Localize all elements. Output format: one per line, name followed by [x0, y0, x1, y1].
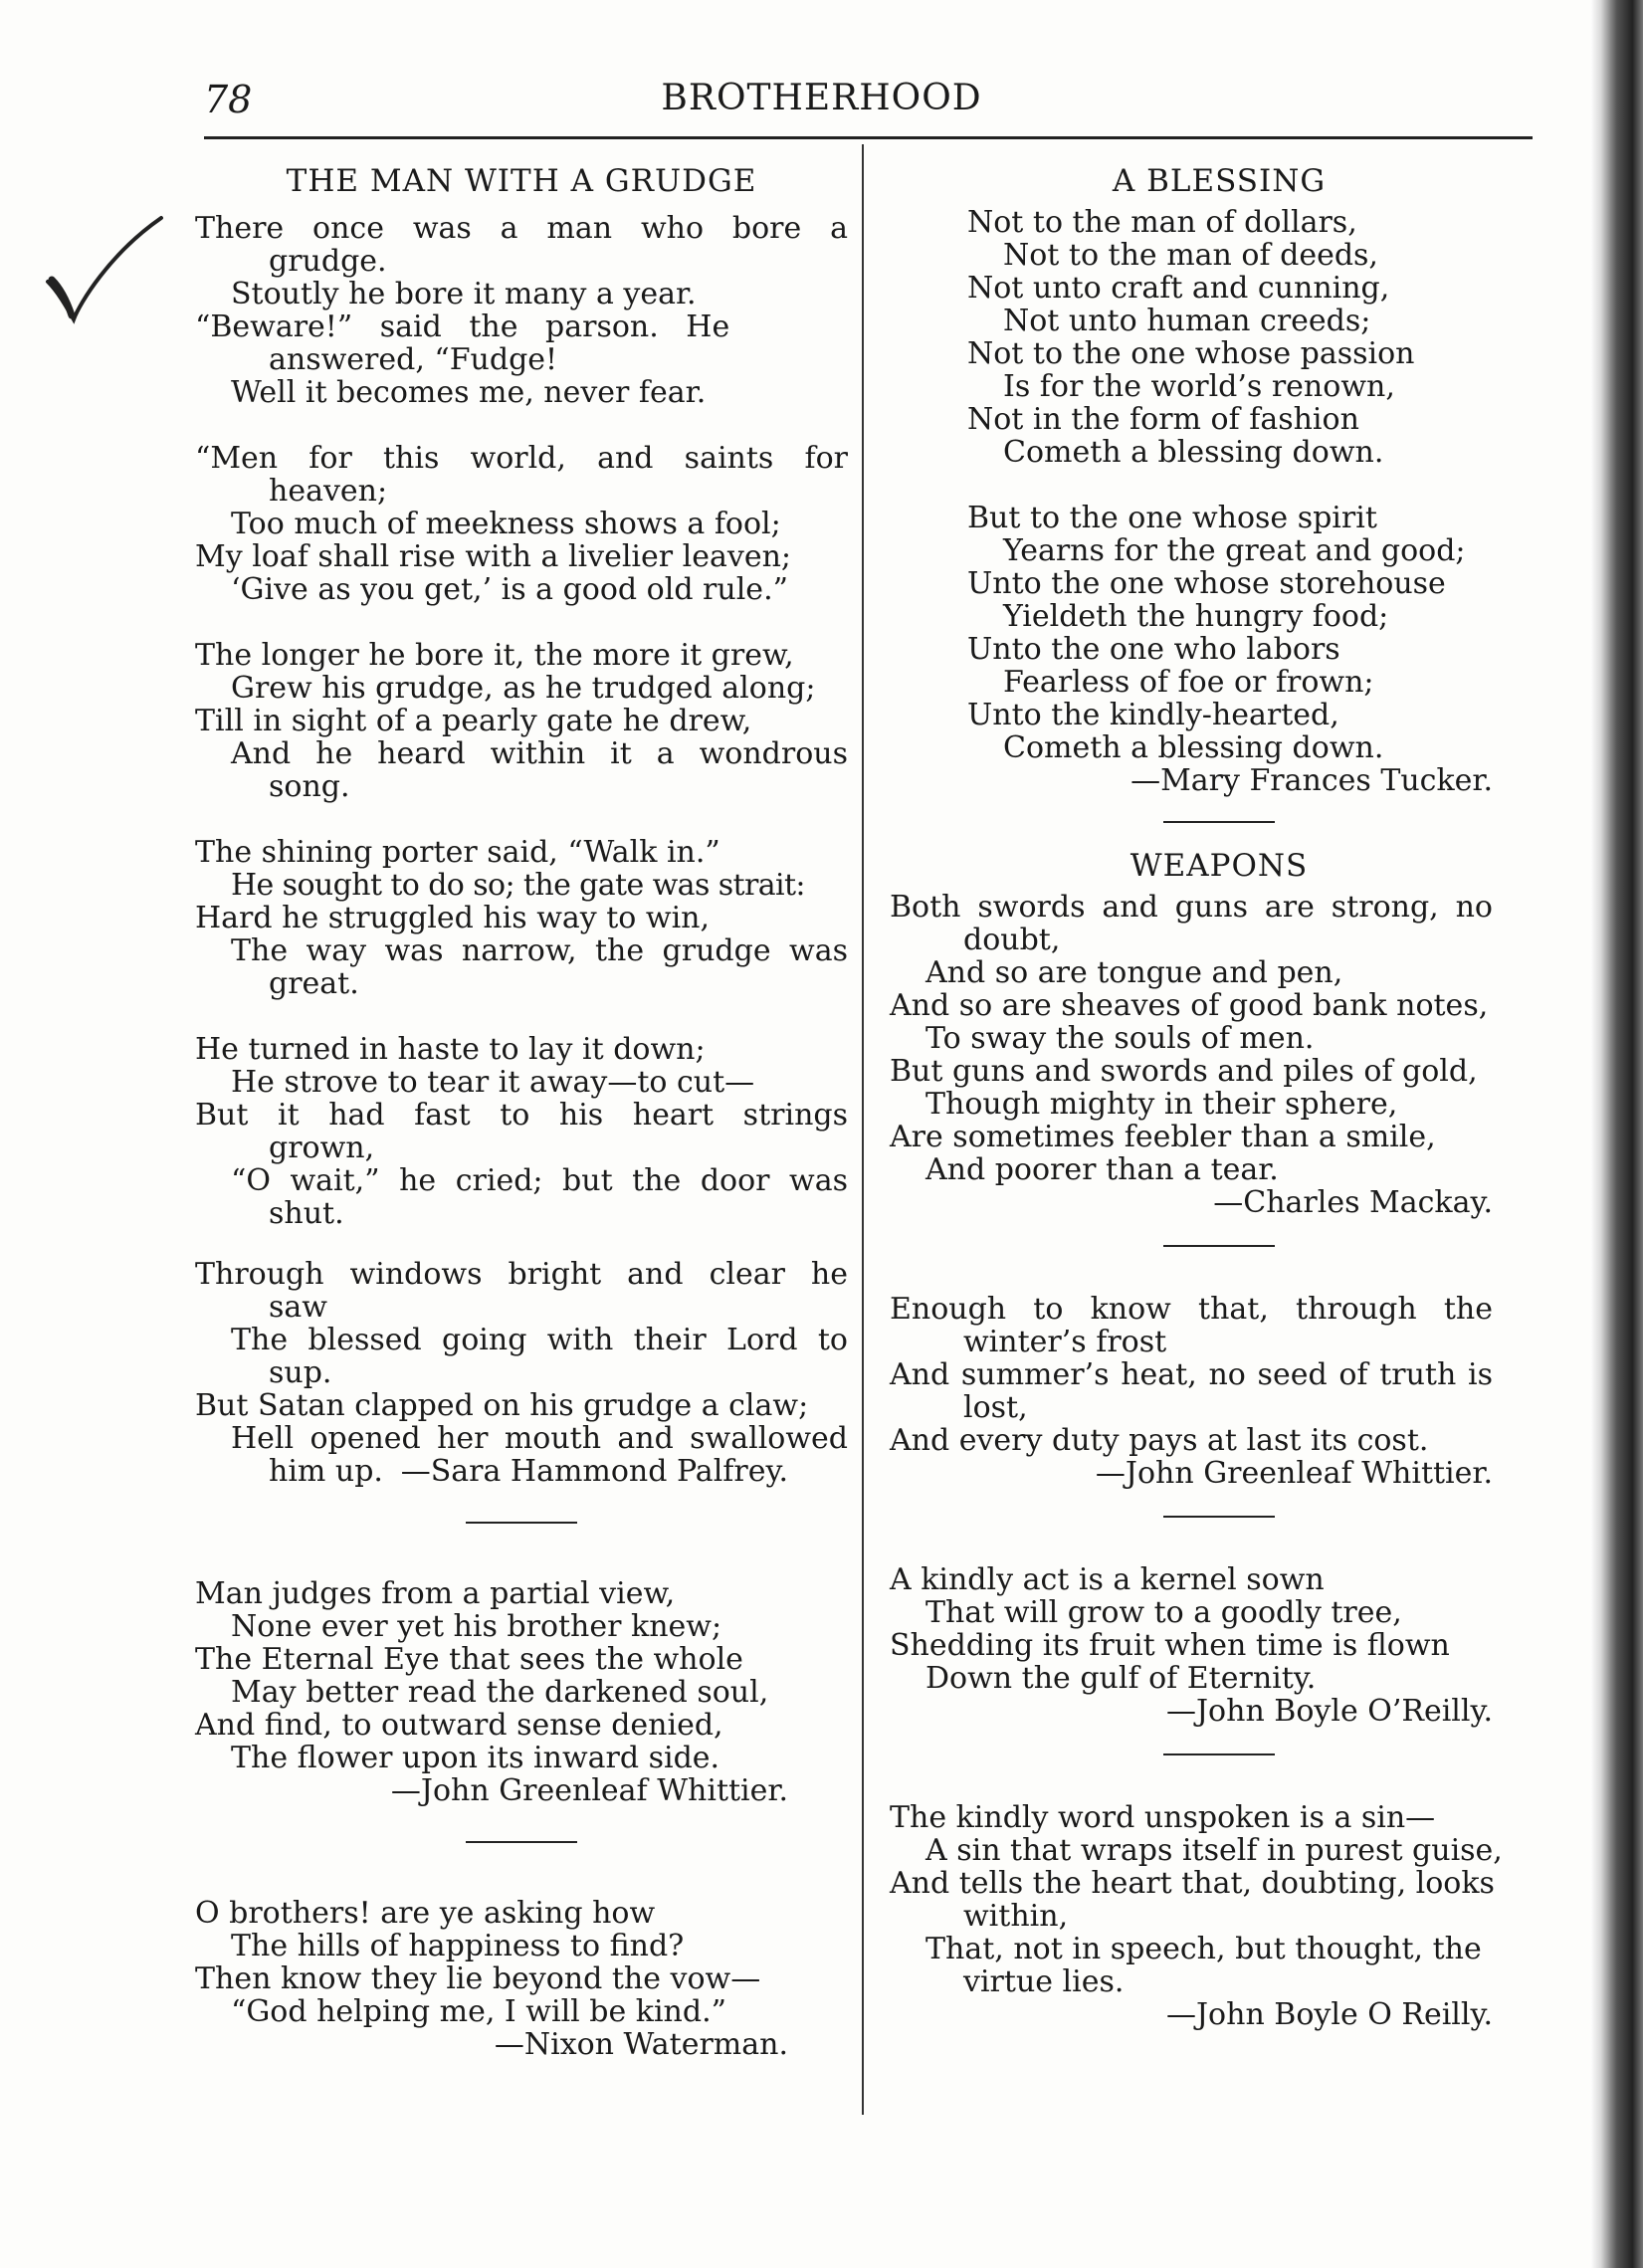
- page-edge-shadow: [1590, 0, 1643, 2268]
- running-title: BROTHERHOOD: [661, 78, 982, 118]
- poem-line: “O wait,” he cried; but the door was: [231, 1163, 848, 1198]
- stanza: [195, 1577, 848, 1774]
- stanza: [195, 1897, 848, 2028]
- poem-line: But to the one whose spirit: [967, 501, 1377, 535]
- header-rule: [204, 136, 1533, 139]
- poem-line: shut.: [269, 1196, 344, 1231]
- poem-line: Not to the man of dollars,: [967, 205, 1357, 240]
- poem-line: And every duty pays at last its cost.: [890, 1423, 1429, 1458]
- stanza: [890, 502, 1548, 764]
- poem-title: THE MAN WITH A GRUDGE: [286, 163, 757, 199]
- stanza: [195, 1033, 848, 1230]
- section-separator: [1163, 1245, 1275, 1247]
- poem-line: And so are tongue and pen,: [925, 955, 1343, 990]
- stanza: [195, 212, 848, 409]
- poem-line: Well it becomes me, never fear.: [231, 375, 707, 410]
- handwritten-checkmark-icon: [40, 214, 169, 333]
- poem-line: Down the gulf of Eternity.: [925, 1661, 1317, 1696]
- poem-line: And poorer than a tear.: [925, 1152, 1279, 1187]
- poem-line: Grew his grudge, as he trudged along;: [231, 671, 816, 706]
- poem-title: A BLESSING: [1112, 163, 1327, 199]
- poem-line: sup.: [269, 1355, 332, 1390]
- poem-line: Fearless of foe or frown;: [1003, 665, 1374, 700]
- poem-line: Not to the man of deeds,: [1003, 238, 1378, 273]
- section-separator: [1163, 821, 1275, 823]
- stanza: [890, 1563, 1548, 1695]
- poem-line: winter’s frost: [963, 1325, 1167, 1359]
- poem-line: That, not in speech, but thought, the: [925, 1932, 1482, 1966]
- poem-line: doubt,: [963, 923, 1061, 957]
- poem-line: Not unto human creeds;: [1003, 304, 1371, 338]
- column-divider: [862, 144, 864, 2115]
- poem-line: The flower upon its inward side.: [231, 1741, 720, 1775]
- poem-line: And he heard within it a wondrous: [231, 736, 848, 771]
- stanza: [890, 206, 1548, 469]
- poem-line: But it had fast to his heart strings: [195, 1098, 848, 1133]
- poem-line: That will grow to a goodly tree,: [925, 1595, 1402, 1630]
- poem-line: grown,: [269, 1131, 375, 1165]
- poem-line: None ever yet his brother knew;: [231, 1609, 722, 1644]
- poem-line: heaven;: [269, 474, 388, 509]
- poem-line: He sought to do so; the gate was strait:: [231, 868, 805, 903]
- poem-line: And find, to outward sense denied,: [195, 1708, 723, 1743]
- stanza: [890, 1801, 1548, 1998]
- poem-line: Though mighty in their sphere,: [925, 1087, 1398, 1122]
- poem-line: Not to the one whose passion: [967, 336, 1415, 371]
- poem-line: Stoutly he bore it many a year.: [231, 277, 697, 311]
- poem-line: The longer he bore it, the more it grew,: [195, 638, 794, 673]
- poem-line: Both swords and guns are strong, no: [890, 890, 1493, 925]
- poem-line: Too much of meekness shows a fool;: [231, 507, 781, 541]
- poem-author: —John Greenleaf Whittier.: [390, 1773, 788, 1808]
- poem-author: —Charles Mackay.: [1213, 1185, 1493, 1220]
- poem-line: virtue lies.: [963, 1964, 1125, 1999]
- poem-line: Then know they lie beyond the vow—: [195, 1961, 761, 1996]
- poem-line: He strove to tear it away—to cut—: [231, 1065, 755, 1100]
- poem-line: saw: [269, 1290, 327, 1325]
- poem-line: And summer’s heat, no seed of truth is: [890, 1357, 1493, 1392]
- poem-line: Not unto craft and cunning,: [967, 271, 1390, 306]
- poem-line: “God helping me, I will be kind.”: [231, 1994, 726, 2029]
- poem-line: But guns and swords and piles of gold,: [890, 1054, 1478, 1089]
- poem-line: Through windows bright and clear he: [195, 1257, 848, 1292]
- left-column: [195, 164, 848, 2095]
- section-separator: [466, 1522, 577, 1524]
- poem-line: lost,: [963, 1390, 1028, 1425]
- poem-author: —John Boyle O’Reilly.: [1166, 1694, 1493, 1729]
- poem-line: A sin that wraps itself in purest guise,: [925, 1833, 1503, 1868]
- poem-line: Not in the form of fashion: [967, 402, 1359, 437]
- poem-line: Unto the kindly-hearted,: [967, 698, 1339, 732]
- poem-line: within,: [963, 1899, 1069, 1934]
- section-separator: [466, 1841, 577, 1843]
- poem-line: Enough to know that, through the: [890, 1292, 1493, 1327]
- stanza: [195, 442, 848, 606]
- poem-line: A kindly act is a kernel sown: [890, 1562, 1325, 1597]
- poem-line: The Eternal Eye that sees the whole: [195, 1642, 743, 1677]
- poem-author: —Mary Frances Tucker.: [1130, 763, 1493, 798]
- poem-line: Man judges from a partial view,: [195, 1576, 676, 1611]
- right-column: [890, 164, 1548, 2031]
- poem-line: Cometh a blessing down.: [1003, 730, 1384, 765]
- poem-line: him up.: [269, 1454, 383, 1489]
- poem-line: And so are sheaves of good bank notes,: [890, 988, 1489, 1023]
- poem-author: —John Boyle O Reilly.: [1166, 1997, 1493, 2032]
- stanza: [890, 1293, 1548, 1457]
- page-number: 78: [204, 78, 253, 121]
- poem-line: The hills of happiness to find?: [231, 1929, 685, 1963]
- poem-line: Are sometimes feebler than a smile,: [890, 1120, 1436, 1154]
- poem-line: And tells the heart that, doubting, looks: [890, 1866, 1495, 1901]
- poem-line: “Beware!” said the parson. He: [195, 309, 730, 344]
- poem-line: Yearns for the great and good;: [1003, 533, 1466, 568]
- poem-line: O brothers! are ye asking how: [195, 1896, 656, 1931]
- section-separator: [1163, 1516, 1275, 1518]
- stanza: [890, 891, 1548, 1186]
- poem-line: song.: [269, 769, 350, 804]
- poem-line: Hell opened her mouth and swallowed: [231, 1421, 848, 1456]
- poem-line: My loaf shall rise with a livelier leaven;: [195, 539, 792, 574]
- poem-line: Is for the world’s renown,: [1003, 369, 1395, 404]
- poem-line: The way was narrow, the grudge was: [231, 933, 848, 968]
- poem-line: great.: [269, 966, 359, 1001]
- poem-line: But Satan clapped on his grudge a claw;: [195, 1388, 809, 1423]
- poem-author: —Nixon Waterman.: [494, 2027, 788, 2062]
- stanza: [195, 639, 848, 803]
- poem-line: The kindly word unspoken is a sin—: [890, 1800, 1436, 1835]
- poem-line: grudge.: [269, 244, 387, 279]
- poem-line: May better read the darkened soul,: [231, 1675, 769, 1710]
- poem-line: “Men for this world, and saints for: [195, 441, 848, 476]
- poem-line: Yieldeth the hungry food;: [1003, 599, 1389, 634]
- poem-line: To sway the souls of men.: [925, 1021, 1315, 1056]
- poem-line: Cometh a blessing down.: [1003, 435, 1384, 470]
- poem-line: Unto the one whose storehouse: [967, 566, 1446, 601]
- poem-line: Till in sight of a pearly gate he drew,: [195, 704, 752, 738]
- poem-line: answered, “Fudge!: [269, 342, 558, 377]
- section-separator: [1163, 1753, 1275, 1755]
- poem-line: Unto the one who labors: [967, 632, 1340, 667]
- poem-line: ‘Give as you get,’ is a good old rule.”: [231, 572, 788, 607]
- poem-line: There once was a man who bore a: [195, 211, 848, 246]
- poem-line: He turned in haste to lay it down;: [195, 1032, 706, 1067]
- poem-line: The shining porter said, “Walk in.”: [195, 835, 720, 870]
- poem-title: WEAPONS: [1130, 848, 1309, 884]
- poem-line: Hard he struggled his way to win,: [195, 901, 711, 935]
- poem-author: —Sara Hammond Palfrey.: [400, 1454, 788, 1489]
- poem-author: —John Greenleaf Whittier.: [1095, 1456, 1493, 1491]
- poem-line: The blessed going with their Lord to: [231, 1323, 848, 1357]
- stanza: [195, 836, 848, 1000]
- poem-line: Shedding its fruit when time is flown: [890, 1628, 1450, 1663]
